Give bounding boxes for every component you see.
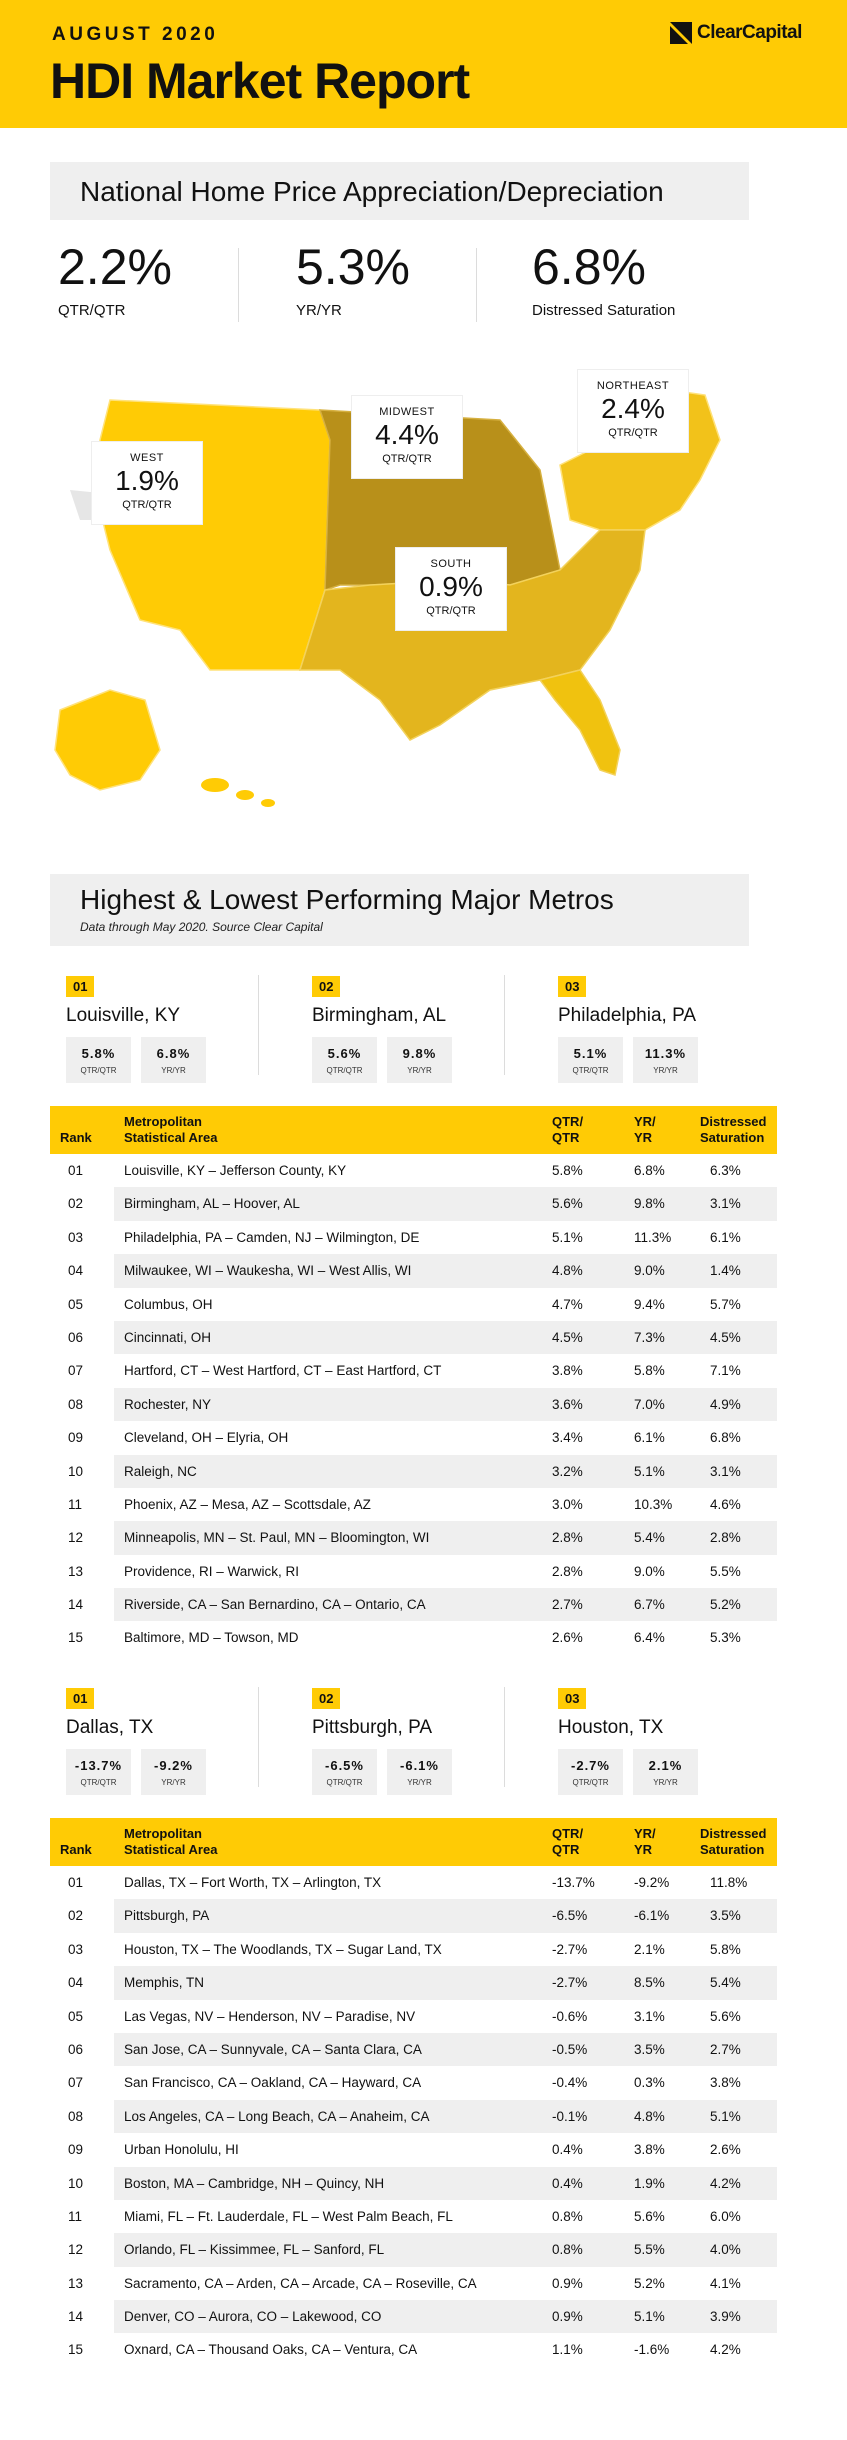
card-rank: 01 xyxy=(66,976,94,997)
table-row xyxy=(50,2033,777,2066)
national-stat-yr xyxy=(296,239,410,319)
row-distressed-value: 1.4% xyxy=(710,1263,741,1279)
row-qtr-value: 5.1% xyxy=(552,1229,583,1245)
row-qtr-value: 3.8% xyxy=(552,1363,583,1379)
row-distressed-value: 3.1% xyxy=(710,1463,741,1479)
row-rank: 01 xyxy=(68,1163,84,1178)
row-distressed-value: 2.7% xyxy=(710,2041,741,2057)
row-metro-name: Minneapolis, MN – St. Paul, MN – Bloomington, WI xyxy=(124,1530,430,1546)
table-row xyxy=(50,1621,777,1654)
row-metro-name: Rochester, NY xyxy=(124,1396,212,1412)
callout-region: SOUTH xyxy=(430,558,472,570)
row-metro-name: San Francisco, CA – Oakland, CA – Hayward, CA xyxy=(124,2075,422,2091)
row-metro-name: Urban Honolulu, HI xyxy=(124,2142,239,2158)
row-metro-name: San Jose, CA – Sunnyvale, CA – Santa Clara, CA xyxy=(124,2041,422,2057)
card-qtr-label: QTR/QTR xyxy=(326,1778,363,1787)
row-distressed-value: 5.3% xyxy=(710,1630,741,1646)
card-yr-value: -9.2% xyxy=(154,1758,193,1773)
stat-label: YR/YR xyxy=(296,302,342,319)
report-month: AUGUST 2020 xyxy=(52,24,219,45)
row-rank: 07 xyxy=(68,1363,84,1379)
row-metro-name: Birmingham, AL – Hoover, AL xyxy=(124,1196,300,1212)
table-row xyxy=(50,1866,777,1899)
callout-value: 0.9% xyxy=(419,571,483,602)
row-yr-value: 9.0% xyxy=(634,1563,665,1579)
row-rank: 03 xyxy=(68,1941,84,1957)
table-row xyxy=(50,1899,777,1932)
row-distressed-value: 5.4% xyxy=(710,1975,741,1991)
table-row xyxy=(50,1187,777,1220)
row-metro-name: Los Angeles, CA – Long Beach, CA – Anaheim, CA xyxy=(124,2108,430,2124)
row-qtr-value: -13.7% xyxy=(552,1875,595,1890)
card-yr-label: YR/YR xyxy=(407,1778,432,1787)
row-qtr-value: -2.7% xyxy=(552,1941,588,1957)
header-yr-2: YR xyxy=(634,1842,653,1857)
card-yr-label: YR/YR xyxy=(653,1066,678,1075)
row-yr-value: 5.1% xyxy=(634,1463,665,1479)
callout-value: 1.9% xyxy=(115,465,179,496)
card-yr-box xyxy=(141,1037,206,1083)
row-distressed-value: 3.5% xyxy=(710,1908,741,1924)
report-header xyxy=(0,0,847,128)
header-metro-2: Statistical Area xyxy=(124,1842,218,1857)
card-rank: 03 xyxy=(558,976,586,997)
row-yr-value: 3.1% xyxy=(634,2008,665,2024)
row-qtr-value: 0.8% xyxy=(552,2242,583,2258)
table-row xyxy=(50,2300,777,2333)
row-qtr-value: 2.8% xyxy=(552,1563,583,1579)
metros-section-title: Highest & Lowest Performing Major Metros xyxy=(80,884,614,915)
row-yr-value: 6.7% xyxy=(634,1597,665,1613)
map-callout-northeast xyxy=(578,370,688,452)
card-city: Birmingham, AL xyxy=(312,1005,447,1026)
row-distressed-value: 6.0% xyxy=(710,2208,741,2224)
row-qtr-value: -0.5% xyxy=(552,2041,588,2057)
table-header xyxy=(50,1106,777,1154)
card-qtr-label: QTR/QTR xyxy=(80,1066,117,1075)
callout-period: QTR/QTR xyxy=(382,452,432,465)
row-yr-value: 11.3% xyxy=(634,1229,672,1245)
row-rank: 11 xyxy=(68,1496,83,1512)
stat-label: Distressed Saturation xyxy=(532,302,676,319)
row-metro-name: Denver, CO – Aurora, CO – Lakewood, CO xyxy=(124,2309,382,2325)
row-yr-value: 5.1% xyxy=(634,2309,665,2325)
table-row xyxy=(50,1221,777,1254)
table-row xyxy=(50,2133,777,2166)
row-distressed-value: 5.6% xyxy=(710,2008,741,2024)
row-metro-name: Pittsburgh, PA xyxy=(124,1908,210,1924)
logo-text: ClearCapital xyxy=(697,22,802,43)
row-qtr-value: 2.6% xyxy=(552,1630,583,1646)
row-rank: 10 xyxy=(68,2175,84,2191)
row-metro-name: Riverside, CA – San Bernardino, CA – Ontario, CA xyxy=(124,1597,426,1613)
row-rank: 06 xyxy=(68,2041,84,2057)
card-qtr-label: QTR/QTR xyxy=(326,1066,363,1075)
row-distressed-value: 4.1% xyxy=(710,2275,741,2291)
map-region-hawaii xyxy=(201,778,229,792)
card-rank: 02 xyxy=(312,976,340,997)
row-rank: 15 xyxy=(68,2342,84,2358)
national-stat-qtr xyxy=(58,239,172,319)
row-rank: 11 xyxy=(68,2208,83,2224)
card-qtr-label: QTR/QTR xyxy=(572,1778,609,1787)
row-yr-value: 6.1% xyxy=(634,1430,665,1446)
row-qtr-value: -0.1% xyxy=(552,2108,588,2124)
row-distressed-value: 4.0% xyxy=(710,2242,741,2258)
row-qtr-value: 4.8% xyxy=(552,1263,583,1279)
row-distressed-value: 11.8% xyxy=(710,1875,748,1890)
row-metro-name: Raleigh, NC xyxy=(124,1463,197,1479)
card-qtr-value: -6.5% xyxy=(325,1758,364,1773)
row-yr-value: 8.5% xyxy=(634,1975,665,1991)
row-qtr-value: 5.8% xyxy=(552,1163,583,1178)
row-distressed-value: 3.8% xyxy=(710,2075,741,2091)
row-yr-value: 5.4% xyxy=(634,1530,665,1546)
card-qtr-value: 5.1% xyxy=(573,1046,608,1061)
row-rank: 12 xyxy=(68,1530,84,1546)
metros-section-title-bar xyxy=(50,874,749,946)
header-yr-2: YR xyxy=(634,1130,653,1145)
row-qtr-value: -0.6% xyxy=(552,2008,588,2024)
header-dist-2: Saturation xyxy=(700,1130,765,1145)
card-qtr-box xyxy=(558,1037,623,1083)
card-city: Houston, TX xyxy=(558,1717,664,1738)
row-yr-value: 4.8% xyxy=(634,2108,665,2124)
card-divider xyxy=(258,975,259,1075)
card-qtr-box xyxy=(558,1749,623,1795)
row-metro-name: Oxnard, CA – Thousand Oaks, CA – Ventura, CA xyxy=(124,2342,418,2358)
card-qtr-box xyxy=(312,1037,377,1083)
row-yr-value: 0.3% xyxy=(634,2075,665,2091)
card-qtr-value: -13.7% xyxy=(74,1758,123,1773)
row-distressed-value: 4.2% xyxy=(710,2342,741,2358)
table-row xyxy=(50,1288,777,1321)
card-yr-label: YR/YR xyxy=(407,1066,432,1075)
row-yr-value: 2.1% xyxy=(634,1941,665,1957)
row-metro-name: Phoenix, AZ – Mesa, AZ – Scottsdale, AZ xyxy=(124,1496,371,1512)
row-rank: 07 xyxy=(68,2075,84,2091)
row-qtr-value: 2.8% xyxy=(552,1530,583,1546)
table-row xyxy=(50,1488,777,1521)
national-section-title: National Home Price Appreciation/Depreciation xyxy=(80,176,664,207)
row-rank: 05 xyxy=(68,1296,84,1312)
map-callout-south xyxy=(396,548,506,630)
card-city: Louisville, KY xyxy=(66,1005,181,1026)
row-rank: 09 xyxy=(68,2142,84,2158)
row-qtr-value: 4.5% xyxy=(552,1329,583,1345)
row-rank: 01 xyxy=(68,1875,84,1890)
card-city: Dallas, TX xyxy=(66,1717,154,1738)
table-row xyxy=(50,1254,777,1287)
row-metro-name: Cleveland, OH – Elyria, OH xyxy=(124,1430,289,1446)
card-divider xyxy=(258,1687,259,1787)
row-metro-name: Columbus, OH xyxy=(124,1296,213,1312)
row-yr-value: 10.3% xyxy=(634,1496,673,1512)
row-rank: 12 xyxy=(68,2242,84,2258)
row-distressed-value: 5.5% xyxy=(710,1563,741,1579)
row-distressed-value: 6.8% xyxy=(710,1430,741,1446)
row-distressed-value: 6.3% xyxy=(710,1163,741,1178)
row-qtr-value: 0.8% xyxy=(552,2208,583,2224)
row-qtr-value: -2.7% xyxy=(552,1975,588,1991)
row-rank: 08 xyxy=(68,2108,84,2124)
card-qtr-box xyxy=(312,1749,377,1795)
callout-period: QTR/QTR xyxy=(426,604,476,617)
row-yr-value: -6.1% xyxy=(634,1908,670,1924)
callout-region: MIDWEST xyxy=(379,406,435,418)
header-rank: Rank xyxy=(60,1842,92,1857)
card-yr-value: -6.1% xyxy=(400,1758,439,1773)
row-distressed-value: 3.1% xyxy=(710,1196,741,1212)
row-metro-name: Milwaukee, WI – Waukesha, WI – West Allis, WI xyxy=(124,1263,412,1279)
card-qtr-box xyxy=(66,1037,131,1083)
row-qtr-value: 1.1% xyxy=(552,2342,583,2358)
row-distressed-value: 4.2% xyxy=(710,2175,741,2191)
row-qtr-value: -0.4% xyxy=(552,2075,588,2091)
card-city: Philadelphia, PA xyxy=(558,1005,697,1026)
row-qtr-value: 0.4% xyxy=(552,2142,583,2158)
row-qtr-value: 0.9% xyxy=(552,2275,583,2291)
header-metro-2: Statistical Area xyxy=(124,1130,218,1145)
row-metro-name: Memphis, TN xyxy=(124,1975,205,1991)
row-rank: 04 xyxy=(68,1975,84,1991)
stat-value: 5.3% xyxy=(296,239,410,295)
map-callout-midwest xyxy=(352,396,462,478)
card-yr-value: 6.8% xyxy=(156,1046,191,1061)
header-dist-1: Distressed xyxy=(700,1114,767,1129)
stat-value: 2.2% xyxy=(58,239,172,295)
map-region-west xyxy=(95,400,330,670)
row-yr-value: -9.2% xyxy=(634,1875,670,1890)
table-row xyxy=(50,1555,777,1588)
row-rank: 03 xyxy=(68,1229,84,1245)
row-distressed-value: 3.9% xyxy=(710,2309,741,2325)
card-divider xyxy=(504,975,505,1075)
card-qtr-label: QTR/QTR xyxy=(572,1066,609,1075)
report-title: HDI Market Report xyxy=(50,53,470,109)
row-rank: 09 xyxy=(68,1430,84,1446)
row-distressed-value: 2.8% xyxy=(710,1530,741,1546)
card-yr-label: YR/YR xyxy=(161,1778,186,1787)
row-distressed-value: 2.6% xyxy=(710,2142,741,2158)
bottom-metro-card-3 xyxy=(558,1688,783,1795)
row-metro-name: Cincinnati, OH xyxy=(124,1329,212,1345)
row-yr-value: 5.6% xyxy=(634,2208,665,2224)
table-row xyxy=(50,1521,777,1554)
table-row xyxy=(50,1421,777,1454)
card-qtr-box xyxy=(66,1749,131,1795)
table-header xyxy=(50,1818,777,1866)
card-yr-box xyxy=(633,1749,698,1795)
national-section-title-bar xyxy=(50,162,749,220)
table-row xyxy=(50,2267,777,2300)
table-row xyxy=(50,1933,777,1966)
row-rank: 13 xyxy=(68,2275,84,2291)
row-distressed-value: 5.2% xyxy=(710,1597,741,1613)
row-qtr-value: 5.6% xyxy=(552,1196,583,1212)
row-yr-value: 9.4% xyxy=(634,1296,665,1312)
row-qtr-value: 3.6% xyxy=(552,1396,583,1412)
callout-value: 4.4% xyxy=(375,419,439,450)
header-dist-2: Saturation xyxy=(700,1842,765,1857)
row-rank: 10 xyxy=(68,1463,84,1479)
header-metro-1: Metropolitan xyxy=(124,1114,202,1129)
row-metro-name: Dallas, TX – Fort Worth, TX – Arlington, TX xyxy=(124,1875,382,1890)
card-rank: 01 xyxy=(66,1688,94,1709)
card-divider xyxy=(504,1687,505,1787)
row-rank: 14 xyxy=(68,1597,84,1613)
row-metro-name: Providence, RI – Warwick, RI xyxy=(124,1563,300,1579)
row-rank: 15 xyxy=(68,1630,84,1646)
row-yr-value: 1.9% xyxy=(634,2175,665,2191)
stat-label: QTR/QTR xyxy=(58,302,126,319)
row-yr-value: 6.4% xyxy=(634,1630,665,1646)
row-distressed-value: 5.8% xyxy=(710,1941,741,1957)
row-distressed-value: 4.6% xyxy=(710,1496,741,1512)
callout-region: NORTHEAST xyxy=(596,380,670,392)
row-metro-name: Louisville, KY – Jefferson County, KY xyxy=(124,1163,347,1178)
row-rank: 05 xyxy=(68,2008,84,2024)
row-distressed-value: 7.1% xyxy=(710,1363,741,1379)
card-rank: 02 xyxy=(312,1688,340,1709)
card-yr-value: 9.8% xyxy=(402,1046,437,1061)
card-city: Pittsburgh, PA xyxy=(312,1717,433,1738)
card-yr-label: YR/YR xyxy=(161,1066,186,1075)
row-distressed-value: 4.5% xyxy=(710,1329,741,1345)
row-yr-value: 3.5% xyxy=(634,2041,665,2057)
row-distressed-value: 6.1% xyxy=(710,1229,741,1245)
row-yr-value: 3.8% xyxy=(634,2142,665,2158)
stat-divider xyxy=(476,248,477,322)
row-metro-name: Las Vegas, NV – Henderson, NV – Paradise, NV xyxy=(124,2008,416,2024)
row-qtr-value: 0.4% xyxy=(552,2175,583,2191)
header-qtr-1: QTR/ xyxy=(552,1114,584,1129)
brand-logo xyxy=(670,22,802,44)
row-rank: 04 xyxy=(68,1263,84,1279)
row-yr-value: 5.2% xyxy=(634,2275,665,2291)
card-qtr-label: QTR/QTR xyxy=(80,1778,117,1787)
row-rank: 02 xyxy=(68,1908,84,1924)
table-row xyxy=(50,2066,777,2099)
header-qtr-1: QTR/ xyxy=(552,1826,584,1841)
table-row xyxy=(50,2000,777,2033)
table-row xyxy=(50,1154,777,1187)
row-qtr-value: 3.2% xyxy=(552,1463,583,1479)
card-rank: 03 xyxy=(558,1688,586,1709)
table-row xyxy=(50,2333,777,2366)
callout-value: 2.4% xyxy=(601,393,665,424)
card-qtr-value: -2.7% xyxy=(571,1758,610,1773)
header-yr-1: YR/ xyxy=(634,1114,656,1129)
row-yr-value: 6.8% xyxy=(634,1163,665,1178)
row-metro-name: Boston, MA – Cambridge, NH – Quincy, NH xyxy=(124,2175,385,2191)
map-region-florida xyxy=(540,670,620,775)
header-metro-1: Metropolitan xyxy=(124,1826,202,1841)
row-qtr-value: 3.0% xyxy=(552,1496,583,1512)
header-yr-1: YR/ xyxy=(634,1826,656,1841)
top-metros-table xyxy=(50,1106,777,1655)
card-yr-label: YR/YR xyxy=(653,1778,678,1787)
table-row xyxy=(50,1321,777,1354)
row-qtr-value: 0.9% xyxy=(552,2309,583,2325)
row-yr-value: -1.6% xyxy=(634,2342,670,2358)
row-rank: 13 xyxy=(68,1563,84,1579)
row-metro-name: Baltimore, MD – Towson, MD xyxy=(124,1630,299,1646)
header-rank: Rank xyxy=(60,1130,92,1145)
row-distressed-value: 5.7% xyxy=(710,1296,741,1312)
row-metro-name: Philadelphia, PA – Camden, NJ – Wilmington, DE xyxy=(124,1229,420,1245)
card-qtr-value: 5.6% xyxy=(327,1046,362,1061)
callout-period: QTR/QTR xyxy=(122,498,172,511)
row-rank: 08 xyxy=(68,1396,84,1412)
row-rank: 06 xyxy=(68,1329,84,1345)
stat-value: 6.8% xyxy=(532,239,646,295)
row-distressed-value: 5.1% xyxy=(710,2108,741,2124)
row-distressed-value: 4.9% xyxy=(710,1396,741,1412)
table-row xyxy=(50,2200,777,2233)
table-row xyxy=(50,1455,777,1488)
card-yr-box xyxy=(387,1037,452,1083)
row-metro-name: Orlando, FL – Kissimmee, FL – Sanford, FL xyxy=(124,2242,385,2258)
row-rank: 14 xyxy=(68,2309,84,2325)
row-yr-value: 7.3% xyxy=(634,1329,665,1345)
row-qtr-value: -6.5% xyxy=(552,1908,588,1924)
table-row xyxy=(50,1354,777,1387)
row-yr-value: 9.0% xyxy=(634,1263,665,1279)
header-qtr-2: QTR xyxy=(552,1130,580,1145)
us-regional-map xyxy=(40,370,760,810)
table-row xyxy=(50,1588,777,1621)
metros-section-subtitle: Data through May 2020. Source Clear Capital xyxy=(80,920,323,934)
row-metro-name: Miami, FL – Ft. Lauderdale, FL – West Palm Beach, FL xyxy=(124,2208,453,2224)
row-metro-name: Sacramento, CA – Arden, CA – Arcade, CA – Roseville, CA xyxy=(124,2275,477,2291)
row-yr-value: 5.5% xyxy=(634,2242,665,2258)
table-row xyxy=(50,1966,777,1999)
callout-period: QTR/QTR xyxy=(608,426,658,439)
table-row xyxy=(50,1388,777,1421)
row-qtr-value: 2.7% xyxy=(552,1597,583,1613)
row-metro-name: Houston, TX – The Woodlands, TX – Sugar Land, TX xyxy=(124,1941,442,1957)
row-yr-value: 5.8% xyxy=(634,1363,665,1379)
card-yr-box xyxy=(633,1037,698,1083)
header-dist-1: Distressed xyxy=(700,1826,767,1841)
map-callout-west xyxy=(92,442,202,524)
header-qtr-2: QTR xyxy=(552,1842,580,1857)
card-yr-value: 11.3% xyxy=(644,1046,687,1061)
row-rank: 02 xyxy=(68,1196,84,1212)
card-qtr-value: 5.8% xyxy=(81,1046,116,1061)
table-row xyxy=(50,2233,777,2266)
row-qtr-value: 3.4% xyxy=(552,1430,583,1446)
row-yr-value: 9.8% xyxy=(634,1196,665,1212)
clear-capital-logo-icon xyxy=(670,22,692,44)
national-stat-distressed xyxy=(532,239,676,319)
bottom-metros-table xyxy=(50,1818,777,2367)
map-region-alaska xyxy=(55,690,160,790)
row-qtr-value: 4.7% xyxy=(552,1296,583,1312)
card-yr-box xyxy=(387,1749,452,1795)
callout-region: WEST xyxy=(130,452,164,464)
card-yr-box xyxy=(141,1749,206,1795)
row-metro-name: Hartford, CT – West Hartford, CT – East Hartford, CT xyxy=(124,1363,442,1379)
top-metro-card-3 xyxy=(558,976,783,1083)
card-yr-value: 2.1% xyxy=(648,1758,683,1773)
table-row xyxy=(50,2167,777,2200)
row-yr-value: 7.0% xyxy=(634,1396,665,1412)
stat-divider xyxy=(238,248,239,322)
table-row xyxy=(50,2100,777,2133)
